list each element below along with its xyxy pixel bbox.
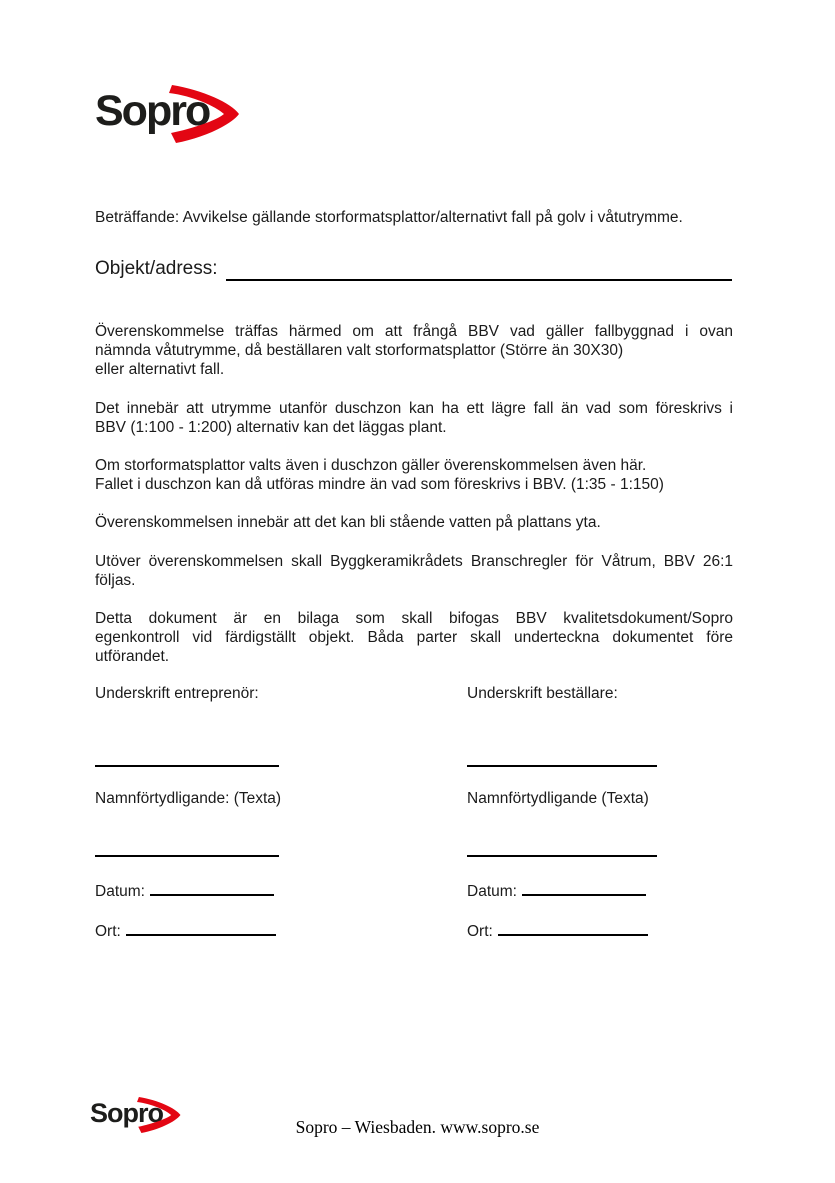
place-row [95, 919, 467, 941]
name-blank-line [95, 855, 279, 857]
name-clarification-label: Namnförtydligande: (Texta) [95, 790, 282, 807]
paragraph-line: utförandet. [95, 648, 170, 666]
signature-column-contractor [95, 684, 467, 942]
paragraph-line: Detta dokument är en bilaga som skall bifogas BBV kvalitetsdokument/Sopro [95, 610, 733, 628]
paragraph-line: Överenskommelse träffas härmed om att frångå BBV vad gäller fallbyggnad i ovan [95, 323, 733, 340]
paragraph-line: Fallet i duschzon kan då utföras mindre än vad som föreskrivs i BBV. (1:35 - 1:150) [95, 476, 664, 494]
signature-blank-line [95, 765, 279, 767]
signature-blank-line [467, 765, 657, 767]
name-clarification-label: Namnförtydligande (Texta) [467, 790, 649, 807]
signature-title-client: Underskrift beställare: [467, 685, 618, 702]
sopro-logo [95, 86, 255, 142]
date-blank-line [150, 879, 274, 896]
place-blank-line [126, 919, 276, 936]
paragraph [95, 322, 733, 380]
date-row [467, 879, 735, 901]
signature-section [95, 684, 735, 942]
object-address-label: Objekt/adress: [95, 258, 218, 279]
place-label: Ort: [467, 923, 493, 941]
object-address-blank-line [226, 256, 733, 281]
paragraph-line: Utöver överenskommelsen skall Byggkeramikrådets Branschregler för Våtrum, BBV 26:1 [95, 552, 733, 570]
place-label: Ort: [95, 923, 121, 941]
paragraph [95, 513, 733, 532]
date-label: Datum: [95, 883, 145, 901]
date-label: Datum: [467, 883, 517, 901]
paragraph [95, 609, 733, 667]
name-blank-line [467, 855, 657, 857]
footer-text: Sopro – Wiesbaden. www.sopro.se [295, 1117, 540, 1137]
place-row [467, 919, 735, 941]
paragraph-line: Om storformatsplattor valts även i duschzon gäller överenskommelsen även här. [95, 457, 647, 475]
body-text [95, 322, 733, 686]
signature-title-contractor: Underskrift entreprenör: [95, 685, 259, 702]
paragraph-line: följas. [95, 571, 136, 589]
paragraph-line: egenkontroll vid färdigställt objekt. Båda parter skall underteckna dokumentet före [95, 629, 733, 647]
object-address-row [95, 256, 732, 281]
paragraph [95, 552, 733, 590]
sopro-swoosh-icon [169, 85, 243, 143]
paragraph [95, 456, 733, 494]
footer [0, 1095, 835, 1155]
subject-line: Beträffande: Avvikelse gällande storformatsplattor/alternativt fall på golv i våtutrymme. [95, 209, 683, 226]
paragraph-line: BBV (1:100 - 1:200) alternativ kan det läggas plant. [95, 418, 447, 436]
signature-column-client [467, 684, 735, 942]
paragraph [95, 399, 733, 437]
place-blank-line [498, 919, 648, 936]
paragraph-line: Det innebär att utrymme utanför duschzon kan ha ett lägre fall än vad som föreskrivs i [95, 399, 733, 417]
date-row [95, 879, 467, 901]
footer-sopro-wordmark: Sopro [90, 1098, 163, 1128]
paragraph-line: eller alternativt fall. [95, 361, 225, 379]
sopro-logo-wordmark: Sopro [95, 87, 210, 135]
date-blank-line [522, 879, 646, 896]
paragraph-line: nämnda våtutrymme, då beställaren valt storformatsplattor (Större än 30X30) [95, 342, 624, 360]
paragraph-line: Överenskommelsen innebär att det kan bli stående vatten på plattans yta. [95, 514, 601, 532]
